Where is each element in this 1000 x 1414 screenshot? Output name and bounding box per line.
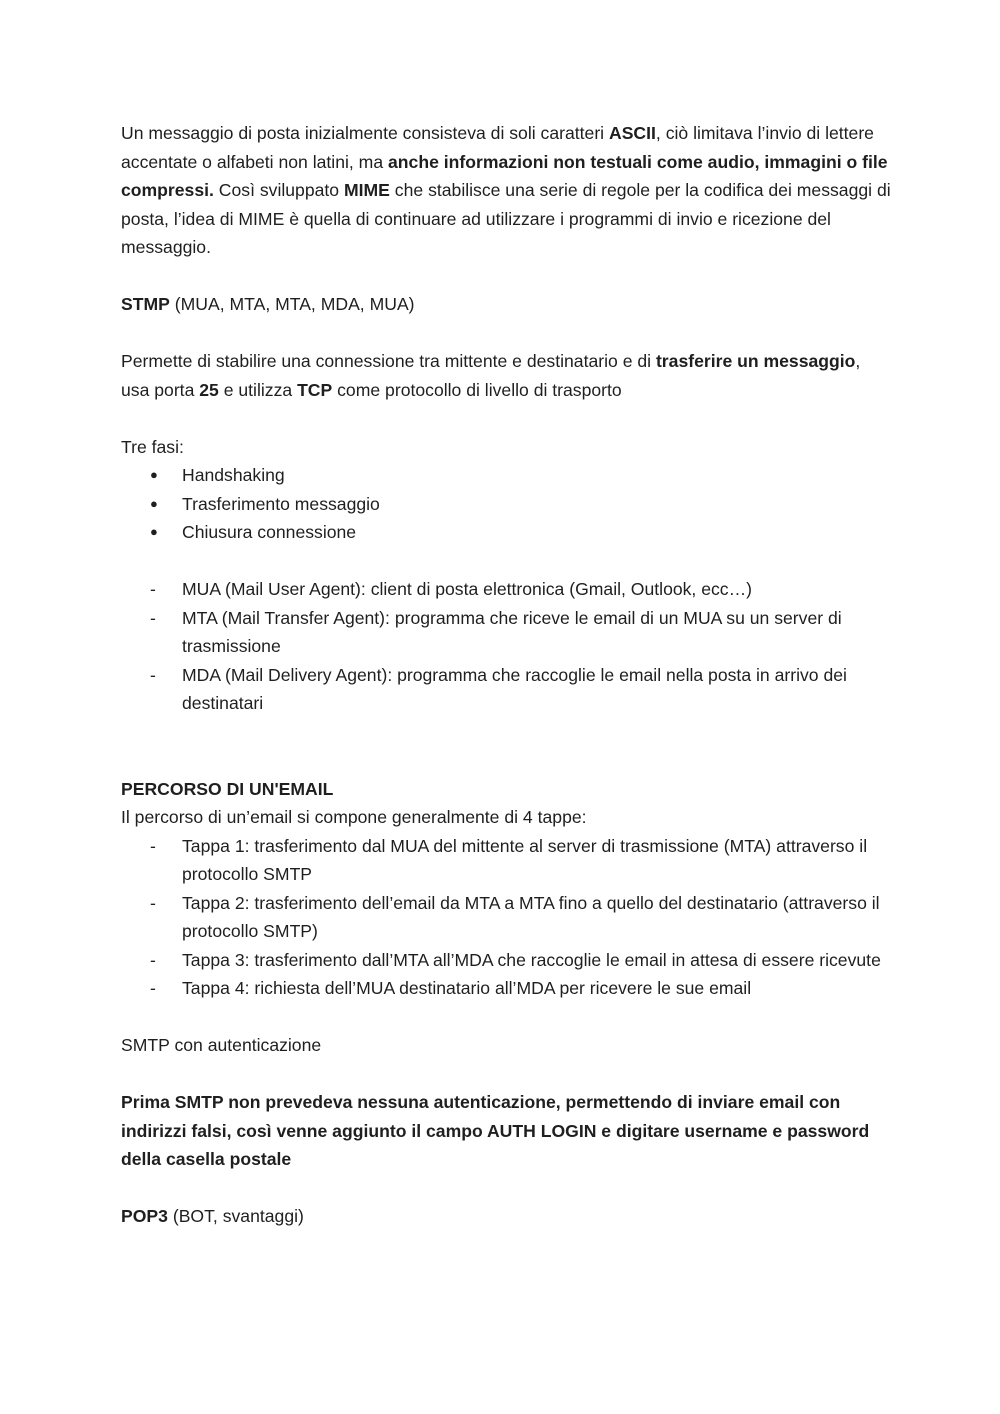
stmp-title: STMP [121,294,170,314]
stmp-subtitle: (MUA, MTA, MTA, MDA, MUA) [169,294,415,314]
dash-icon: - [150,664,156,685]
auth-heading: SMTP con autenticazione [121,1035,322,1055]
intro-bold-ascii: ASCII [608,123,656,143]
phase-text: Trasferimento messaggio [182,493,380,514]
dash-icon: - [150,607,156,628]
stmp-bold-tcp: TCP [297,379,333,400]
stmp-bold-port: 25 [199,379,219,400]
step-text: Tappa 3: trasferimento dall’MTA all’MDA che raccoglie le email in attesa di essere ricevute [182,949,881,970]
stmp-text-1: Permette di stabilire una connessione tra mittente e destinatario e di [121,351,656,371]
step-text: Tappa 1: trasferimento dal MUA del mittente al server di trasmissione (MTA) attraverso il protocollo SMTP [182,835,868,884]
stmp-text-4: come protocollo di livello di trasporto [332,379,622,400]
dash-icon: - [150,978,156,998]
pop3-heading [121,1202,891,1231]
path-heading-text: PERCORSO DI UN'EMAIL [121,778,334,799]
list-item [121,518,891,547]
agent-text: MUA (Mail User Agent): client di posta elettronica (Gmail, Outlook, ecc…) [182,579,753,599]
dash-icon: - [150,579,156,599]
auth-body: Prima SMTP non prevedeva nessuna autenticazione, permettendo di inviare email con indirizzi falsi, così venne aggiunto il campo AUTH LOGIN e digitare username e password della casella postale [121,1092,870,1169]
stmp-paragraph [121,347,891,404]
dash-icon: - [150,835,156,856]
list-item [121,490,891,519]
list-item [121,832,891,889]
path-intro: Il percorso di un’email si compone generalmente di 4 tappe: [121,807,587,827]
bullet-icon: ● [150,467,158,482]
auth-paragraph [121,1088,891,1174]
intro-bold-nontext: anche informazioni non testuali come audio, immagini o file compressi. [121,151,888,200]
document-page [121,119,891,1231]
path-heading [121,775,891,804]
phase-text: Chiusura connessione [182,522,357,542]
agents-list [121,575,891,718]
phase-text: Handshaking [182,465,285,485]
stmp-heading [121,290,891,319]
path-list [121,832,891,1003]
bullet-icon: ● [150,495,158,511]
intro-bold-mime: MIME [343,180,390,200]
step-text: Tappa 4: richiesta dell’MUA destinatario all’MDA per ricevere le sue email [182,978,752,998]
stmp-text-3: e utilizza [218,379,298,400]
bullet-icon: ● [150,524,158,539]
phases-list [121,461,891,547]
list-item [121,661,891,718]
agent-text: MTA (Mail Transfer Agent): programma che riceve le email di un MUA su un server di trasmissione [182,607,842,656]
stmp-bold-transfer: trasferire un messaggio [655,351,856,371]
list-item [121,889,891,946]
dash-icon: - [150,949,156,970]
agent-text: MDA (Mail Delivery Agent): programma che raccoglie le email nella posta in arrivo dei destinatari [182,664,847,713]
phases-label: Tre fasi: [121,436,184,457]
intro-text-2: , ciò limitava l’invio di lettere accentate o alfabeti non latini, ma [121,123,874,172]
pop3-title: POP3 [121,1206,168,1226]
intro-paragraph [121,119,891,262]
stmp-text-2: , usa porta [121,351,861,400]
list-item [121,946,891,975]
list-item [121,575,891,604]
list-item [121,461,891,490]
pop3-subtitle: (BOT, svantaggi) [167,1206,304,1226]
intro-text-4: che stabilisce una serie di regole per la codifica dei messaggi di posta, l’idea di MIME è quella di continuare ad utilizzare i programmi di invio e ricezione del messaggio. [121,180,891,257]
list-item [121,604,891,661]
intro-text-3: Così sviluppato [213,180,344,200]
intro-text-1: Un messaggio di posta inizialmente consisteva di soli caratteri [121,123,609,143]
dash-icon: - [150,892,156,913]
list-item [121,974,891,1003]
step-text: Tappa 2: trasferimento dell’email da MTA a MTA fino a quello del destinatario (attraverso il protocollo SMTP) [182,892,880,941]
